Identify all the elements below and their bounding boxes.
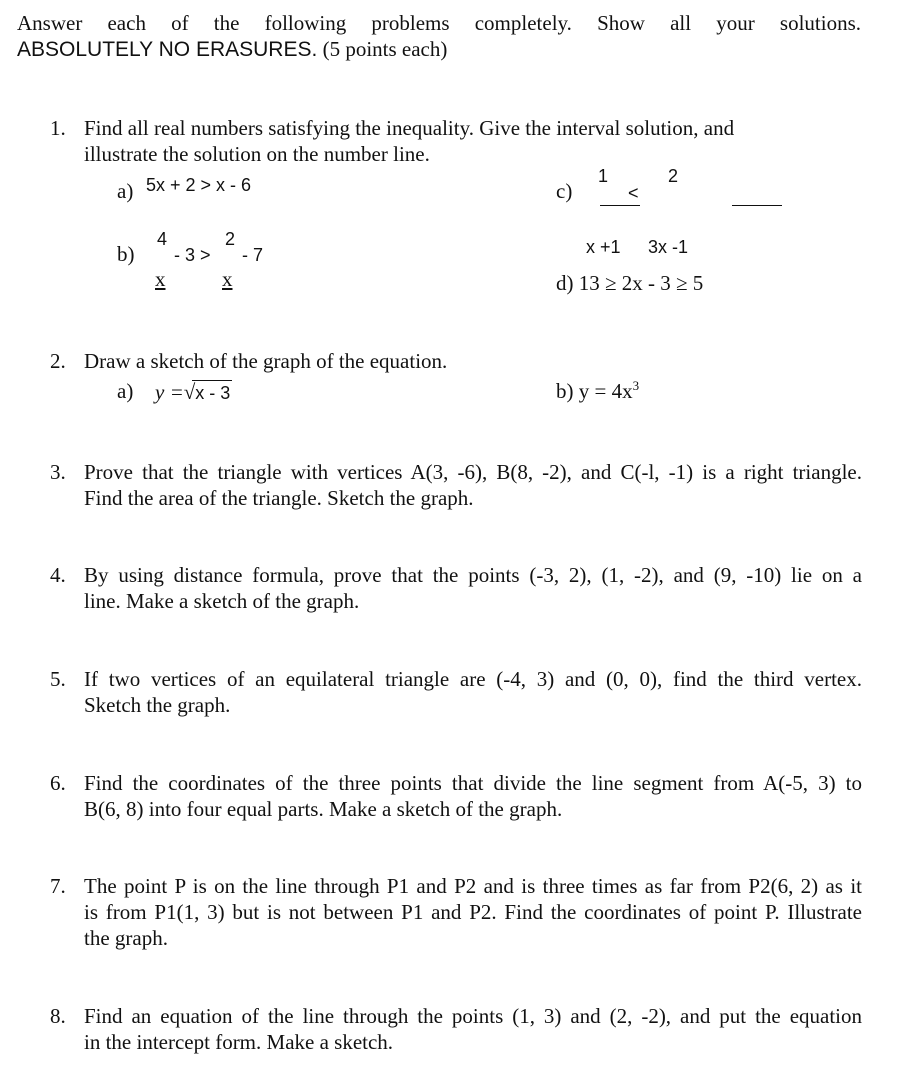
exponent: 3	[632, 378, 640, 393]
numerator: 2	[668, 166, 679, 186]
problem-3	[50, 459, 862, 511]
equation-2b: b) y = 4x	[556, 379, 633, 403]
numerator: 4	[157, 229, 168, 249]
problem-text: Prove that the triangle with vertices A(3, -6), B(8, -2), and C(-l, -1) is a right triangle.	[84, 460, 862, 484]
radicand: x - 3	[195, 383, 231, 403]
problem-text: Sketch the graph.	[84, 693, 231, 717]
denominator: x	[155, 267, 166, 291]
part-label: c)	[556, 179, 573, 203]
operator: <	[628, 183, 639, 203]
problem-8	[50, 1003, 862, 1055]
problem-number: 6.	[50, 771, 66, 795]
denominator: 3x -1	[648, 237, 689, 257]
problem-text: If two vertices of an equilateral triangle are (-4, 3) and (0, 0), find the third vertex.	[84, 667, 862, 691]
problem-2	[50, 348, 862, 374]
problem-1	[50, 115, 862, 167]
part-label: a)	[117, 179, 134, 203]
part-label: a)	[117, 379, 134, 403]
problem-number: 2.	[50, 349, 66, 373]
problem-text: By using distance formula, prove that the points (-3, 2), (1, -2), and (9, -10) lie on a	[84, 563, 862, 587]
numerator: 1	[598, 166, 609, 186]
instructions	[17, 10, 861, 63]
problem-number: 1.	[50, 116, 66, 140]
equation-lhs: y =	[155, 380, 184, 404]
numerator: 2	[225, 229, 236, 249]
problem-number: 3.	[50, 460, 66, 484]
no-erasures-warning: ABSOLUTELY NO ERASURES.	[17, 38, 318, 61]
denominator: x +1	[586, 237, 621, 257]
problem-4	[50, 562, 862, 614]
problem-text: Find all real numbers satisfying the inequality. Give the interval solution, and	[84, 116, 735, 140]
part-label: b)	[117, 242, 135, 266]
denominator: x	[222, 267, 233, 291]
problem-text: in the intercept form. Make a sketch.	[84, 1030, 394, 1054]
inequality-1d: d) 13 ≥ 2x - 3 ≥ 5	[556, 271, 704, 295]
problem-7	[50, 873, 862, 951]
problem-text: B(6, 8) into four equal parts. Make a sketch of the graph.	[84, 797, 563, 821]
problem-text: the graph.	[84, 926, 168, 950]
radical: √ x - 3	[183, 380, 231, 404]
instructions-line: Answer each of the following problems completely. Show all your solutions.	[17, 11, 861, 35]
problem-text: Find an equation of the line through the points (1, 3) and (2, -2), and put the equation	[84, 1004, 862, 1028]
problem-number: 8.	[50, 1004, 66, 1028]
problem-text: Find the area of the triangle. Sketch the graph.	[84, 486, 474, 510]
problem-5	[50, 666, 862, 718]
inequality-1a: 5x + 2 > x - 6	[146, 175, 252, 195]
operator: - 7	[242, 245, 264, 265]
problem-number: 7.	[50, 874, 66, 898]
problem-text: The point P is on the line through P1 and P2 and is three times as far from P2(6, 2) as it	[84, 874, 862, 898]
problem-number: 4.	[50, 563, 66, 587]
problem-text: illustrate the solution on the number line.	[84, 142, 430, 166]
problem-6	[50, 770, 862, 822]
problem-text: Draw a sketch of the graph of the equation.	[84, 349, 448, 373]
problem-text: line. Make a sketch of the graph.	[84, 589, 360, 613]
problem-text: is from P1(1, 3) but is not between P1 and P2. Find the coordinates of point P. Illustrate	[84, 900, 862, 924]
points-note: (5 points each)	[322, 37, 448, 61]
fraction-bar	[732, 205, 782, 206]
fraction-bar	[600, 205, 640, 206]
operator: - 3 >	[174, 245, 211, 265]
problem-number: 5.	[50, 667, 66, 691]
problem-text: Find the coordinates of the three points that divide the line segment from A(-5, 3) to	[84, 771, 862, 795]
